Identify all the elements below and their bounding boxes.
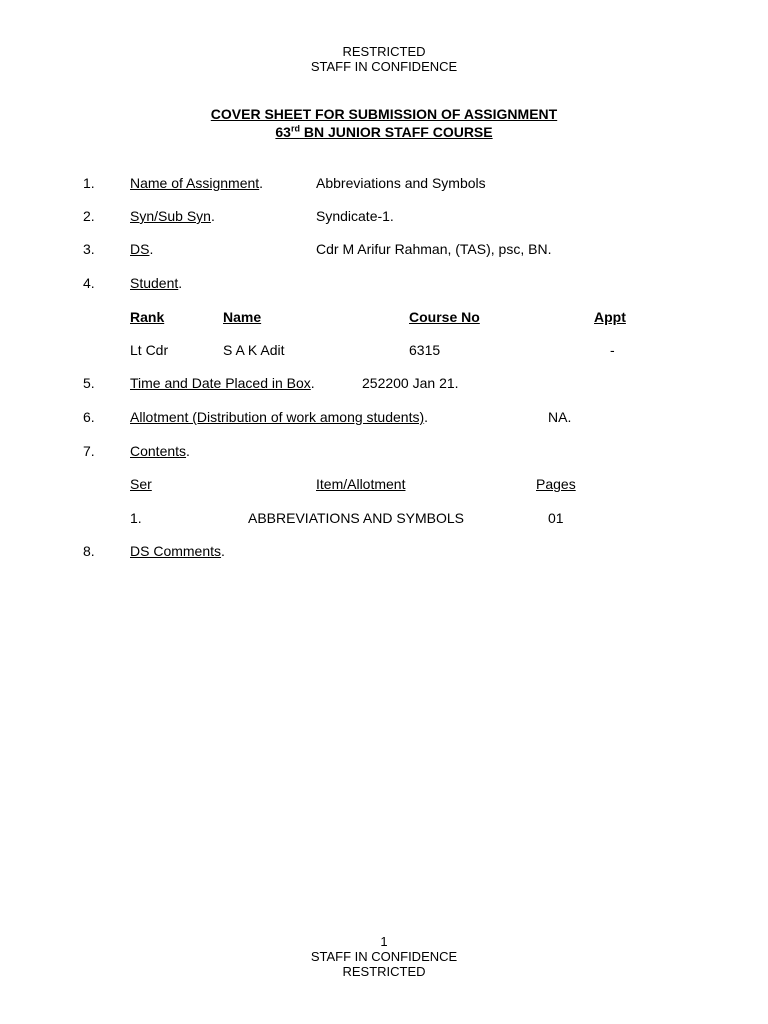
item-5-number: 5. [83, 375, 95, 391]
item-3-value: Cdr M Arifur Rahman, (TAS), psc, BN. [316, 241, 552, 257]
header-staff-in-confidence: STAFF IN CONFIDENCE [310, 59, 458, 74]
item-8-number: 8. [83, 543, 95, 559]
contents-pages: 01 [548, 510, 564, 526]
item-1-number: 1. [83, 175, 95, 191]
item-6-number: 6. [83, 409, 95, 425]
page-number: 1 [380, 934, 388, 949]
item-3-number: 3. [83, 241, 95, 257]
document-title: COVER SHEET FOR SUBMISSION OF ASSIGNMENT [210, 106, 558, 122]
contents-header-item: Item/Allotment [316, 476, 406, 492]
student-header-appt: Appt [594, 309, 626, 325]
item-3-label-text: DS [130, 241, 150, 257]
student-header-rank: Rank [130, 309, 165, 325]
item-4-number: 4. [83, 275, 95, 291]
item-5-value: 252200 Jan 21. [362, 375, 459, 391]
contents-ser: 1. [130, 510, 142, 526]
footer-restricted: RESTRICTED [342, 964, 426, 979]
item-2-label-text: Syn/Sub Syn [130, 208, 211, 224]
student-name: S A K Adit [223, 342, 285, 358]
item-4-label [130, 275, 182, 291]
item-6-label-text: Allotment (Distribution of work among students) [130, 409, 425, 425]
header-restricted: RESTRICTED [342, 44, 426, 59]
item-7-label-dot: . [186, 443, 190, 459]
item-7-label-text: Contents [130, 443, 187, 459]
item-8-label [130, 543, 225, 559]
item-1-value: Abbreviations and Symbols [316, 175, 486, 191]
item-1-label-dot: . [259, 175, 264, 191]
item-6-label [130, 409, 428, 425]
course-title [0, 124, 768, 141]
item-2-value: Syndicate-1. [316, 208, 394, 224]
item-5-label [130, 375, 315, 391]
course-name: BN JUNIOR STAFF COURSE [299, 124, 493, 140]
contents-header-pages: Pages [536, 476, 576, 492]
item-1-label [130, 175, 263, 191]
item-3-label [130, 241, 153, 257]
contents-item: ABBREVIATIONS AND SYMBOLS [248, 510, 465, 526]
item-8-label-text: DS Comments [130, 543, 222, 559]
item-5-label-text: Time and Date Placed in Box [130, 375, 311, 391]
item-7-label [130, 443, 190, 459]
footer-staff-in-confidence: STAFF IN CONFIDENCE [310, 949, 458, 964]
item-6-value: NA. [548, 409, 572, 425]
item-5-label-dot: . [310, 375, 315, 391]
item-8-label-dot: . [221, 543, 225, 559]
item-1-label-text: Name of Assignment [130, 175, 260, 191]
item-4-label-text: Student [130, 275, 179, 291]
item-6-label-dot: . [424, 409, 429, 425]
item-7-number: 7. [83, 443, 95, 459]
student-course-no: 6315 [409, 342, 441, 358]
item-4-label-dot: . [178, 275, 183, 291]
student-rank: Lt Cdr [130, 342, 169, 358]
student-appt: - [610, 342, 615, 358]
item-2-label-dot: . [210, 208, 215, 224]
item-3-label-dot: . [149, 241, 154, 257]
course-number: 63 [275, 124, 291, 140]
item-2-number: 2. [83, 208, 95, 224]
item-2-label [130, 208, 215, 224]
contents-header-ser: Ser [130, 476, 152, 492]
student-header-course-no: Course No [409, 309, 480, 325]
student-header-name: Name [223, 309, 262, 325]
course-number-suffix: rd [290, 123, 300, 134]
